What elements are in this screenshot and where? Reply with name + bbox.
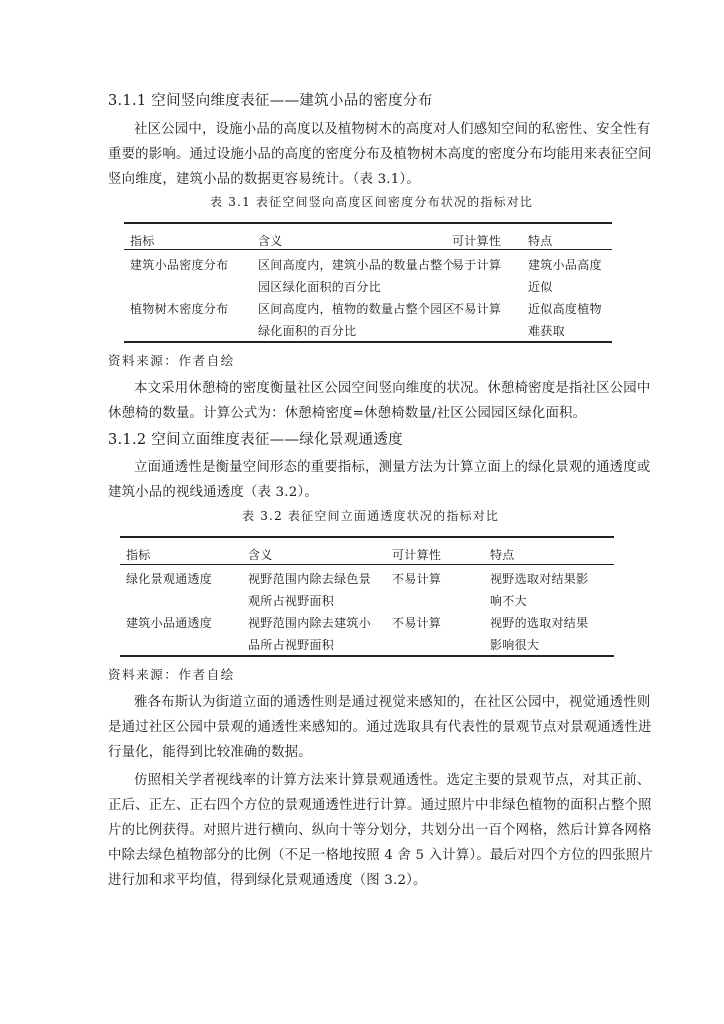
table-2-row-2-feature: 影响很大 [490,638,540,652]
table-1-header-computability: 可计算性 [452,234,502,248]
table-2-row-2-computability: 不易计算 [392,616,442,630]
table-2-row-2-meaning: 品所占视野面积 [248,638,335,652]
paragraph-line: 竖向维度，建筑小品的数据更容易统计。（表 3.1）。 [108,172,420,187]
table-1-row-1-feature: 近似 [528,280,553,294]
table-1-source: 资料来源：作者自绘 [108,353,235,368]
table-1-header-feature: 特点 [528,234,553,248]
paragraph-line: 雅各布斯认为街道立面的通透性则是通过视觉来感知的，在社区公园中，视觉通透性则 [134,695,651,710]
paragraph-line: 行量化，能得到比较准确的数据。 [108,745,312,760]
table-1-top-rule [124,222,612,224]
table-2-source: 资料来源：作者自绘 [108,667,235,682]
table-2-header-feature: 特点 [490,548,515,562]
paragraph-line: 正后、正左、正右四个方位的景观通透性进行计算。通过照片中非绿色植物的面积占整个照 [108,798,652,813]
table-2-row-1-feature: 视野选取对结果影 [490,572,589,586]
table-1-row-2-meaning: 区间高度内，植物的数量占整个园区 [258,302,455,316]
table-2-bottom-rule [120,655,614,657]
table-1-row-2-indicator: 植物树木密度分布 [130,302,229,316]
table-1-row-1-feature: 建筑小品高度 [528,258,602,272]
table-1-row-1-computability: 易于计算 [452,258,502,272]
table-1-header-rule [124,249,612,250]
paragraph-line: 重要的影响。通过设施小品的高度的密度分布及植物树木高度的密度分布均能用来表征空间 [108,147,652,162]
paragraph-line: 仿照相关学者视线率的计算方法来计算景观通透性。选定主要的景观节点，对其正前、 [134,773,651,788]
paragraph-line: 休憩椅的数量。计算公式为：休憩椅密度=休憩椅数量/社区公园园区绿化面积。 [108,406,587,421]
table-1-row-2-feature: 难获取 [528,324,565,338]
paragraph-line: 社区公园中，设施小品的高度以及植物树木的高度对人们感知空间的私密性、安全性有 [134,122,651,137]
table-2-row-1-meaning: 视野范围内除去绿色景 [248,572,372,586]
table-2-row-2-feature: 视野的选取对结果 [490,616,589,630]
table-1-caption: 表 3.1 表征空间竖向高度区间密度分布状况的指标对比 [210,195,534,209]
section-heading-3-1-2: 3.1.2 空间立面维度表征——绿化景观通透度 [108,432,403,448]
table-2-row-1-feature: 响不大 [490,594,527,608]
paragraph-line: 立面通透性是衡量空间形态的重要指标，测量方法为计算立面上的绿化景观的通透度或 [134,460,651,475]
table-1-row-1-indicator: 建筑小品密度分布 [130,258,229,272]
table-1-row-1-meaning: 园区绿化面积的百分比 [258,280,382,294]
paragraph-line: 中除去绿色植物部分的比例（不足一格地按照 4 舍 5 入计算）。最后对四个方位的四张照片 [108,848,654,863]
table-2-row-2-indicator: 建筑小品通透度 [126,616,213,630]
table-2-caption: 表 3.2 表征空间立面通透度状况的指标对比 [242,509,500,523]
table-1-bottom-rule [124,341,612,343]
table-2-top-rule [120,536,614,538]
table-1-row-2-meaning: 绿化面积的百分比 [258,324,357,338]
paragraph-line: 进行加和求平均值，得到绿化景观通透度（图 3.2）。 [108,873,427,888]
table-1-row-1-meaning: 区间高度内，建筑小品的数量占整个 [258,258,455,272]
section-heading-3-1-1: 3.1.1 空间竖向维度表征——建筑小品的密度分布 [108,93,433,109]
table-2-header-indicator: 指标 [126,548,151,562]
table-2-header-meaning: 含义 [248,548,273,562]
table-1-header-indicator: 指标 [130,234,155,248]
table-2-header-rule [120,564,614,565]
table-1-row-2-feature: 近似高度植物 [528,302,602,316]
paragraph-line: 是通过社区公园中景观的通透性来感知的。通过选取具有代表性的景观节点对景观通透性进 [108,720,652,735]
table-2-row-2-meaning: 视野范围内除去建筑小 [248,616,372,630]
paragraph-line: 片的比例获得。对照片进行横向、纵向十等分划分，共划分出一百个网格，然后计算各网格 [108,823,652,838]
paragraph-line: 建筑小品的视线通透度（表 3.2）。 [108,485,318,500]
table-2-row-1-indicator: 绿化景观通透度 [126,572,213,586]
table-2-row-1-computability: 不易计算 [392,572,442,586]
paragraph-line: 本文采用休憩椅的密度衡量社区公园空间竖向维度的状况。休憩椅密度是指社区公园中 [134,381,651,396]
table-2-row-1-meaning: 观所占视野面积 [248,594,335,608]
table-1-header-meaning: 含义 [258,234,283,248]
table-1-row-2-computability: 不易计算 [452,302,502,316]
table-2-header-computability: 可计算性 [392,548,442,562]
